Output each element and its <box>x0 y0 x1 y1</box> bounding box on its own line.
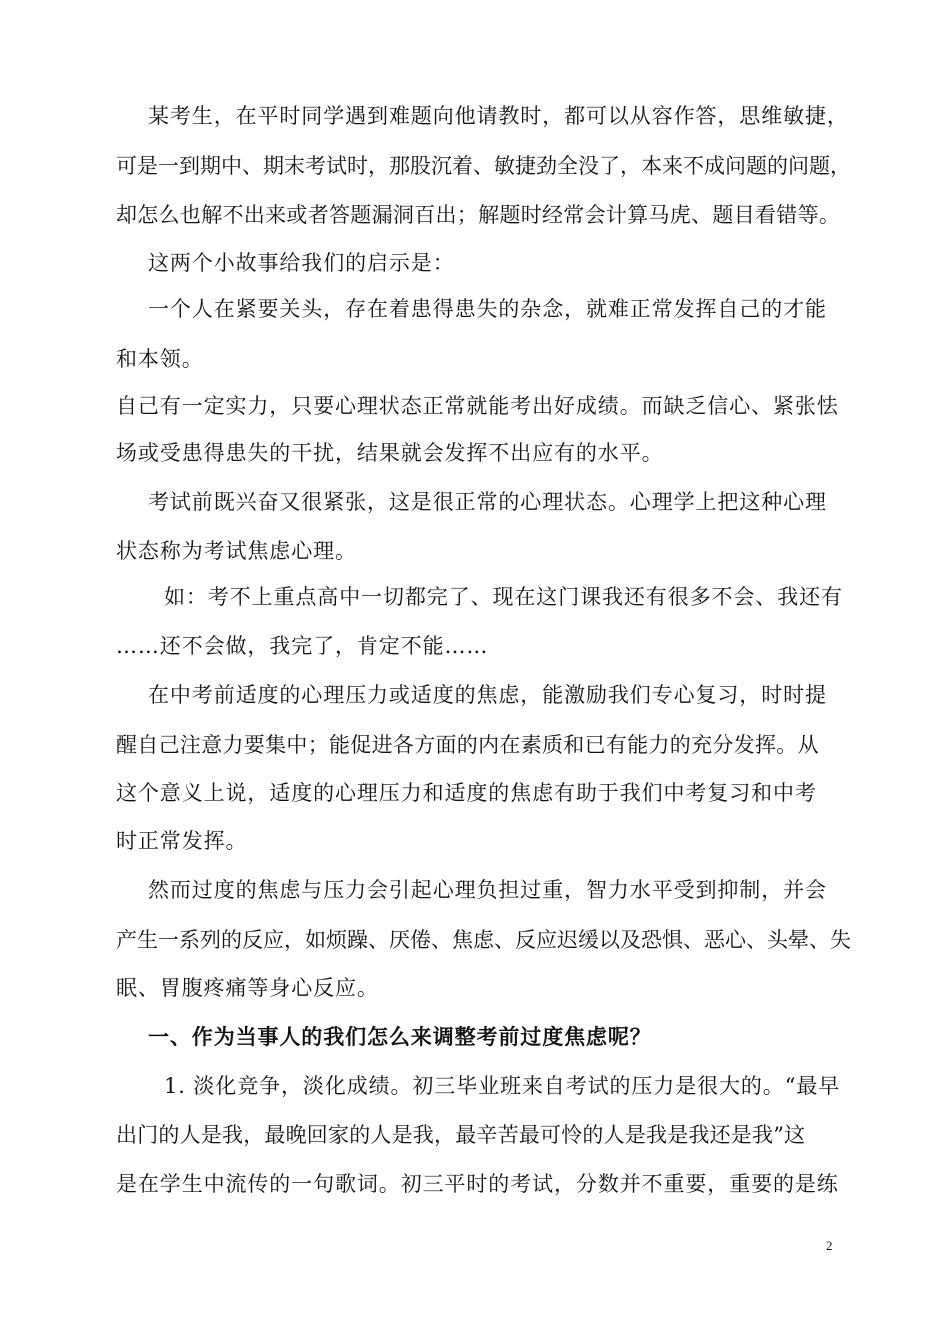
paragraph-line: 和本领。 <box>116 347 204 371</box>
paragraph-line: 产生一系列的反应，如烦躁、厌倦、焦虑、反应迟缓以及恐惧、恶心、头晕、失 <box>116 928 851 952</box>
paragraph-line: 醒自己注意力要集中；能促进各方面的内在素质和已有能力的充分发挥。从 <box>116 733 819 757</box>
paragraph-line: 在中考前适度的心理压力或适度的焦虑，能激励我们专心复习，时时提 <box>148 683 827 707</box>
paragraph-line: 自己有一定实力，只要心理状态正常就能考出好成绩。而缺乏信心、紧张怯 <box>116 394 839 418</box>
paragraph-line: ……还不会做，我完了，肯定不能…… <box>116 634 489 658</box>
paragraph-line: 一个人在紧要关头，存在着患得患失的杂念，就难正常发挥自己的才能 <box>148 297 827 321</box>
paragraph-line: 考试前既兴奋又很紧张，这是很正常的心理状态。心理学上把这种心理 <box>148 490 827 514</box>
paragraph-line: 却怎么也解不出来或者答题漏洞百出；解题时经常会计算马虎、题目看错等。 <box>116 203 841 227</box>
paragraph-line: 场或受患得患失的干扰，结果就会发挥不出应有的水平。 <box>116 441 664 465</box>
page-number: 2 <box>826 1238 833 1253</box>
paragraph-line: 时正常发挥。 <box>116 829 248 853</box>
paragraph-line: 某考生，在平时同学遇到难题向他请教时，都可以从容作答，思维敏捷， <box>148 104 849 128</box>
paragraph-line: 如：考不上重点高中一切都完了、现在这门课我还有很多不会、我还有 <box>164 585 843 609</box>
paragraph-line: 状态称为考试焦虑心理。 <box>116 539 357 563</box>
section-heading: 一、作为当事人的我们怎么来调整考前过度焦虑呢？ <box>148 1024 652 1049</box>
paragraph-line: 是在学生中流传的一句歌词。初三平时的考试，分数并不重要，重要的是练 <box>116 1172 839 1196</box>
paragraph-line: 然而过度的焦虑与压力会引起心理负担过重，智力水平受到抑制，并会 <box>148 878 827 902</box>
paragraph-line: 出门的人是我，最晚回家的人是我，最辛苦最可怜的人是我是我还是我”这 <box>116 1123 806 1147</box>
paragraph-line: 眠、胃腹疼痛等身心反应。 <box>116 976 379 1000</box>
paragraph-line: 这个意义上说，适度的心理压力和适度的焦虑有助于我们中考复习和中考 <box>116 781 817 805</box>
paragraph-line: 1. 淡化竞争，淡化成绩。初三毕业班来自考试的压力是很大的。“最早 <box>164 1074 841 1098</box>
paragraph-line: 可是一到期中、期末考试时，那股沉着、敏捷劲全没了，本来不成问题的问题， <box>116 154 851 178</box>
paragraph-line: 这两个小故事给我们的启示是： <box>148 251 455 275</box>
